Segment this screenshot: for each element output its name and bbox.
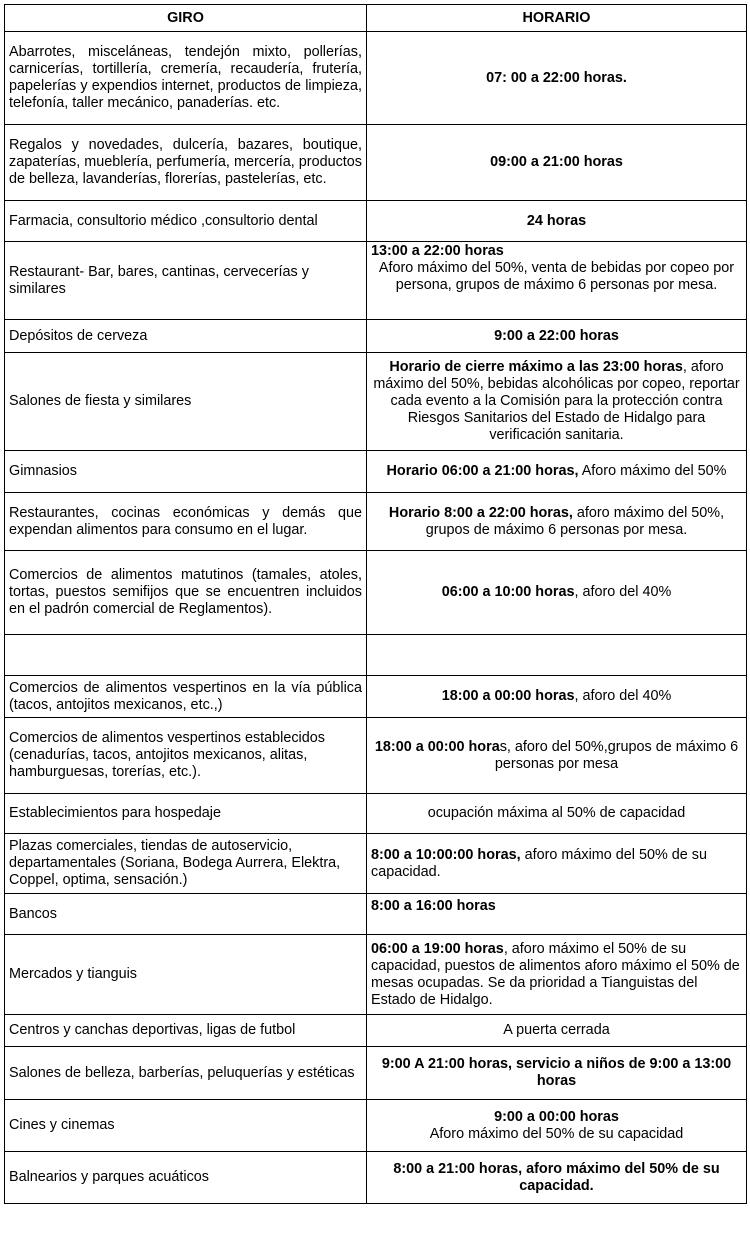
- table-row: [5, 676, 747, 718]
- horario-cell: [367, 32, 747, 125]
- horario-detail: , aforo del 40%: [574, 688, 672, 704]
- giro-cell: Comercios de alimentos matutinos (tamales, atoles, tortas, puestos semifijos que se encuentren incluidos en el padrón comercial de Reglamentos).: [5, 551, 367, 635]
- horario-bold: 06:00 a 19:00 horas: [371, 940, 504, 957]
- horario-bold: Horario 8:00 a 22:00 horas,: [388, 504, 573, 521]
- horario-cell: [367, 1015, 747, 1047]
- table-row: [5, 493, 747, 551]
- horario-bold: 13:00 a 22:00 horas: [371, 243, 504, 259]
- horario-cell: [367, 894, 747, 935]
- giro-cell: Regalos y novedades, dulcería, bazares, boutique, zapaterías, mueblería, perfumería, mercería, productos de belleza, lavanderías, florerías, pastelerías, etc.: [5, 125, 367, 201]
- table-row: [5, 1047, 747, 1100]
- horario-detail: , aforo máximo del 50%, bebidas alcohólicas por copeo, reportar cada evento a la Comisión para la protección contra Riesgos Sanitarios del Estado de Hidalgo para verificación sanitaria.: [373, 359, 740, 443]
- horario-cell: [367, 794, 747, 834]
- horario-detail: Aforo máximo del 50%, venta de bebidas por copeo por persona, grupos de máximo 6 personas por mesa.: [378, 260, 735, 293]
- horario-bold: 8:00 a 21:00 horas, aforo máximo del 50% de su capacidad.: [393, 1160, 720, 1194]
- giro-cell: Mercados y tianguis: [5, 935, 367, 1015]
- horario-bold: 07: 00 a 22:00 horas.: [486, 69, 627, 86]
- table-row: [5, 353, 747, 451]
- table-row: [5, 451, 747, 493]
- giro-cell: Comercios de alimentos vespertinos establecidos (cenadurías, tacos, antojitos mexicanos, alitas, hamburguesas, torerías, etc.).: [5, 718, 367, 794]
- header-giro: GIRO: [5, 5, 367, 32]
- giro-cell: Comercios de alimentos vespertinos en la vía pública (tacos, antojitos mexicanos, etc.,): [5, 676, 367, 718]
- giro-cell: [5, 635, 367, 676]
- table-row: [5, 718, 747, 794]
- giro-cell: Restaurant- Bar, bares, cantinas, cervecerías y similares: [5, 242, 367, 320]
- horario-bold: 18:00 a 00:00 hora: [374, 738, 500, 755]
- horario-cell: [367, 1152, 747, 1204]
- giro-cell: Plazas comerciales, tiendas de autoservicio, departamentales (Soriana, Bodega Aurrera, Elektra, Coppel, optima, sensación.): [5, 834, 367, 894]
- horario-detail: Aforo máximo del 50% de su capacidad: [429, 1125, 684, 1142]
- giro-cell: Depósitos de cerveza: [5, 320, 367, 353]
- horario-detail: aforo máximo del 50% de su capacidad.: [371, 846, 707, 880]
- table-row: [5, 1152, 747, 1204]
- horario-bold: 9:00 A 21:00 horas, servicio a niños de 9:00 a 13:00 horas: [381, 1056, 732, 1089]
- horario-cell: [367, 551, 747, 635]
- giro-cell: Farmacia, consultorio médico ,consultorio dental: [5, 201, 367, 242]
- horario-detail: , aforo máximo el 50% de su capacidad, puestos de alimentos aforo máximo el 50% de mesas ocupadas. Se da prioridad a Tianguistas del Estado de Hidalgo.: [371, 940, 740, 1008]
- header-row: [5, 5, 747, 32]
- horario-bold: 8:00 a 16:00 horas: [371, 898, 496, 914]
- horario-bold: 18:00 a 00:00 horas: [441, 688, 575, 704]
- giro-cell: Restaurantes, cocinas económicas y demás que expendan alimentos para consumo en el lugar.: [5, 493, 367, 551]
- table-row: [5, 894, 747, 935]
- giro-cell: Balnearios y parques acuáticos: [5, 1152, 367, 1204]
- table-row: [5, 834, 747, 894]
- horario-bold: 9:00 a 22:00 horas: [494, 327, 619, 344]
- table-row-empty: [5, 635, 747, 676]
- horario-cell: [367, 201, 747, 242]
- table-row: [5, 1100, 747, 1152]
- horario-cell: [367, 834, 747, 894]
- horario-bold: 24 horas: [526, 212, 587, 229]
- horario-cell: [367, 935, 747, 1015]
- giro-cell: Centros y canchas deportivas, ligas de futbol: [5, 1015, 367, 1047]
- horario-cell: [367, 718, 747, 794]
- table-row: [5, 201, 747, 242]
- horario-cell: [367, 320, 747, 353]
- table-row: [5, 125, 747, 201]
- horario-detail: Aforo máximo del 50%: [578, 463, 727, 479]
- table-row: [5, 1015, 747, 1047]
- giro-cell: Establecimientos para hospedaje: [5, 794, 367, 834]
- table-row: [5, 242, 747, 320]
- horario-bold: 8:00 a 10:00:00 horas,: [371, 846, 521, 863]
- horario-detail: ocupación máxima al 50% de capacidad: [427, 805, 686, 821]
- table-row: [5, 551, 747, 635]
- horario-bold: 09:00 a 21:00 horas: [490, 154, 623, 170]
- horario-cell: [367, 1047, 747, 1100]
- giro-cell: Salones de belleza, barberías, peluquerías y estéticas: [5, 1047, 367, 1100]
- schedule-table: [4, 4, 747, 1204]
- horario-bold: Horario 06:00 a 21:00 horas,: [386, 463, 579, 479]
- horario-detail: , aforo del 40%: [574, 584, 672, 600]
- table-row: [5, 935, 747, 1015]
- horario-cell: [367, 676, 747, 718]
- giro-cell: Abarrotes, misceláneas, tendejón mixto, pollerías, carnicerías, tortillería, cremería, recaudería, frutería, papelerías y expendios internet, productos de limpieza, telefonía, taller mecánico, panaderías. etc.: [5, 32, 367, 125]
- horario-bold: 9:00 a 00:00 horas: [494, 1108, 619, 1125]
- table-row: [5, 320, 747, 353]
- giro-cell: Cines y cinemas: [5, 1100, 367, 1152]
- horario-cell: [367, 242, 747, 320]
- horario-cell: [367, 493, 747, 551]
- horario-cell: [367, 1100, 747, 1152]
- giro-cell: Bancos: [5, 894, 367, 935]
- horario-bold: Horario de cierre máximo a las 23:00 horas: [389, 359, 683, 375]
- horario-detail: aforo máximo del 50%, grupos de máximo 6 personas por mesa.: [425, 504, 725, 538]
- horario-detail: A puerta cerrada: [503, 1022, 610, 1038]
- giro-cell: Gimnasios: [5, 451, 367, 493]
- giro-cell: Salones de fiesta y similares: [5, 353, 367, 451]
- horario-cell: [367, 353, 747, 451]
- header-horario: HORARIO: [367, 5, 747, 32]
- horario-detail: s, aforo del 50%,grupos de máximo 6 personas por mesa: [494, 738, 739, 772]
- table-row: [5, 794, 747, 834]
- horario-cell: [367, 451, 747, 493]
- horario-cell: [367, 125, 747, 201]
- table-row: [5, 32, 747, 125]
- horario-cell: [367, 635, 747, 676]
- horario-bold: 06:00 a 10:00 horas: [441, 584, 575, 600]
